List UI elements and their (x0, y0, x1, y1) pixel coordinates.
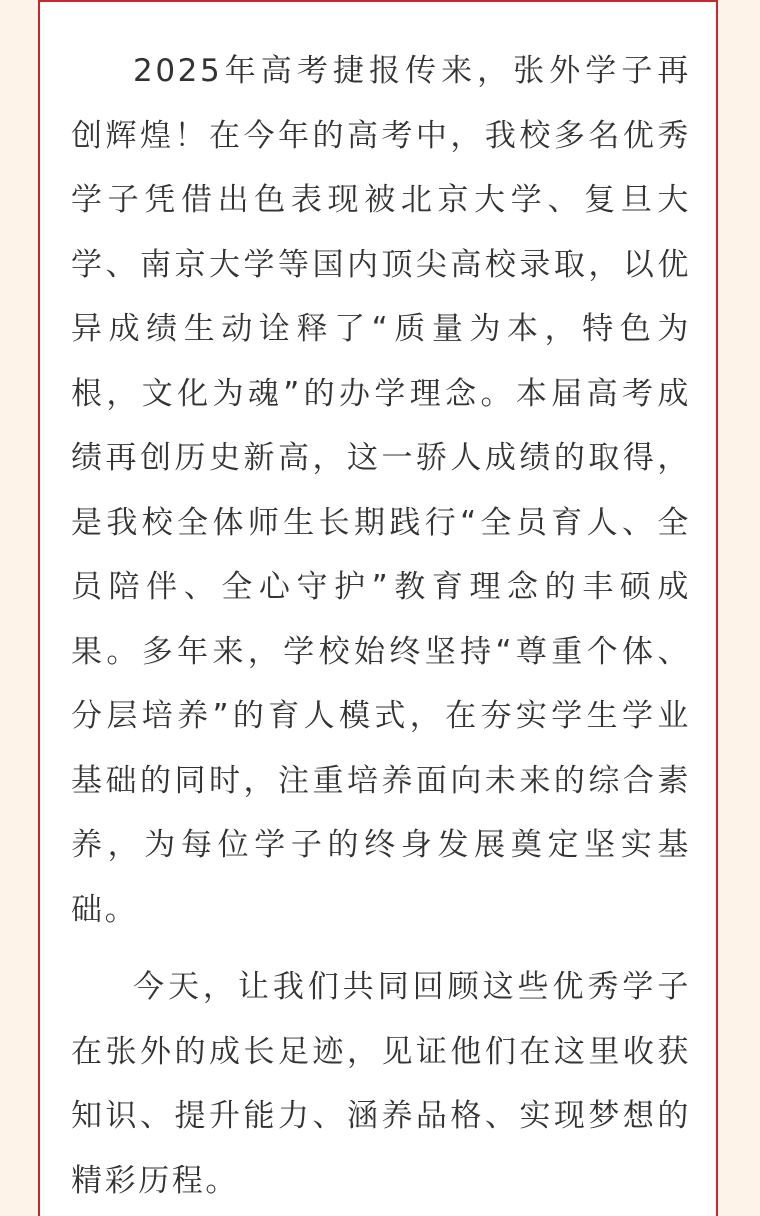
article-paragraph-2: 今天，让我们共同回顾这些优秀学子在张外的成长足迹，见证他们在这里收获知识、提升能力、涵养品格、实现梦想的精彩历程。 (71, 969, 691, 1199)
article-body (71, 39, 691, 1213)
article-paragraph-1: 2025年高考捷报传来，张外学子再创辉煌！在今年的高考中，我校多名优秀学子凭借出色表现被北京大学、复旦大学、南京大学等国内顶尖高校录取，以优异成绩生动诠释了“质量为本，特色为根，文化为魂”的办学理念。本届高考成绩再创历史新高，这一骄人成绩的取得，是我校全体师生长期践行“全员育人、全员陪伴、全心守护”教育理念的丰硕成果。多年来，学校始终坚持“尊重个体、分层培养”的育人模式，在夯实学生学业基础的同时，注重培养面向未来的综合素养，为每位学子的终身发展奠定坚实基础。 (71, 53, 691, 928)
article-card (38, 0, 718, 1216)
